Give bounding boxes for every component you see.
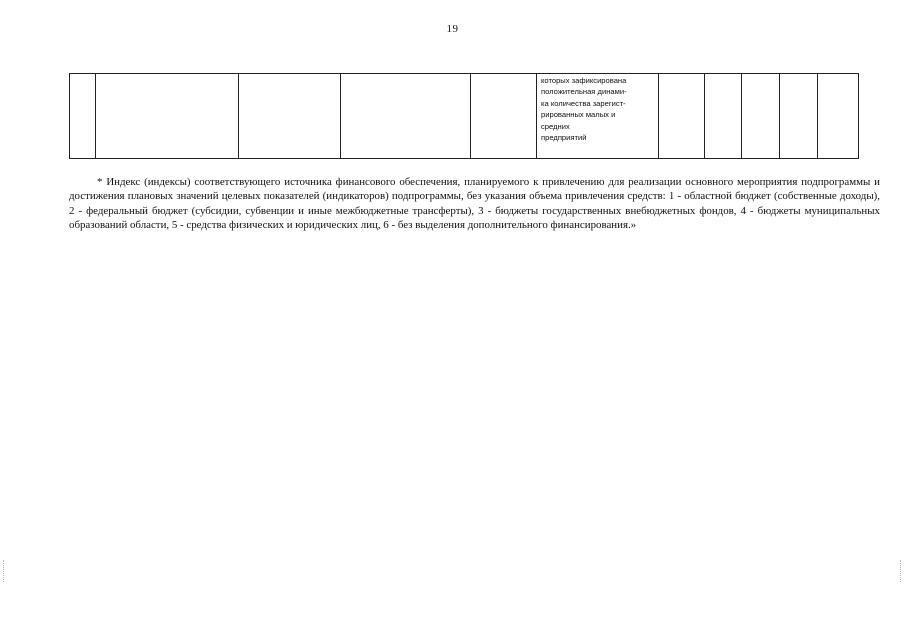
- indicator-line: предприятий: [541, 133, 587, 143]
- table-column-border: [858, 73, 859, 158]
- table-column-border: [69, 73, 70, 158]
- indicator-line: положительная динами-: [541, 87, 627, 97]
- table-column-border: [817, 73, 818, 158]
- page-number: 19: [446, 23, 459, 35]
- table-column-border: [470, 73, 471, 158]
- table-column-border: [779, 73, 780, 158]
- indicator-line: рированных малых и: [541, 110, 616, 120]
- scan-edge-mark: [900, 560, 902, 582]
- table-column-border: [340, 73, 341, 158]
- indicator-cell: [539, 75, 661, 143]
- table-column-border: [536, 73, 537, 158]
- table-column-border: [238, 73, 239, 158]
- table-column-border: [741, 73, 742, 158]
- table-column-border: [704, 73, 705, 158]
- table-bottom-border: [69, 158, 859, 159]
- indicator-line: ка количества зарегист-: [541, 98, 626, 108]
- footnote: * Индекс (индексы) соответствующего источника финансового обеспечения, планируемого к привлечению для реализации основного мероприятия подпрограммы и достижения плановых значений целевых показателей (индикаторов) подпрограммы, без указания объема привлечения средств: 1 - областной бюджет (собственные доходы), 2 - федеральный бюджет (субсидии, субвенции и иные межбюджетные трансферты), 3 - бюджеты государственных внебюджетных фондов, 4 - бюджеты муниципальных образований области, 5 - средства физических и юридических лиц, 6 - без выделения дополнительного финансирования.»: [69, 176, 880, 231]
- indicator-line: средних: [541, 121, 570, 131]
- program-table: [69, 73, 859, 158]
- table-column-border: [95, 73, 96, 158]
- scan-edge-mark: [3, 560, 5, 582]
- indicator-line: которых зафиксирована: [541, 76, 627, 85]
